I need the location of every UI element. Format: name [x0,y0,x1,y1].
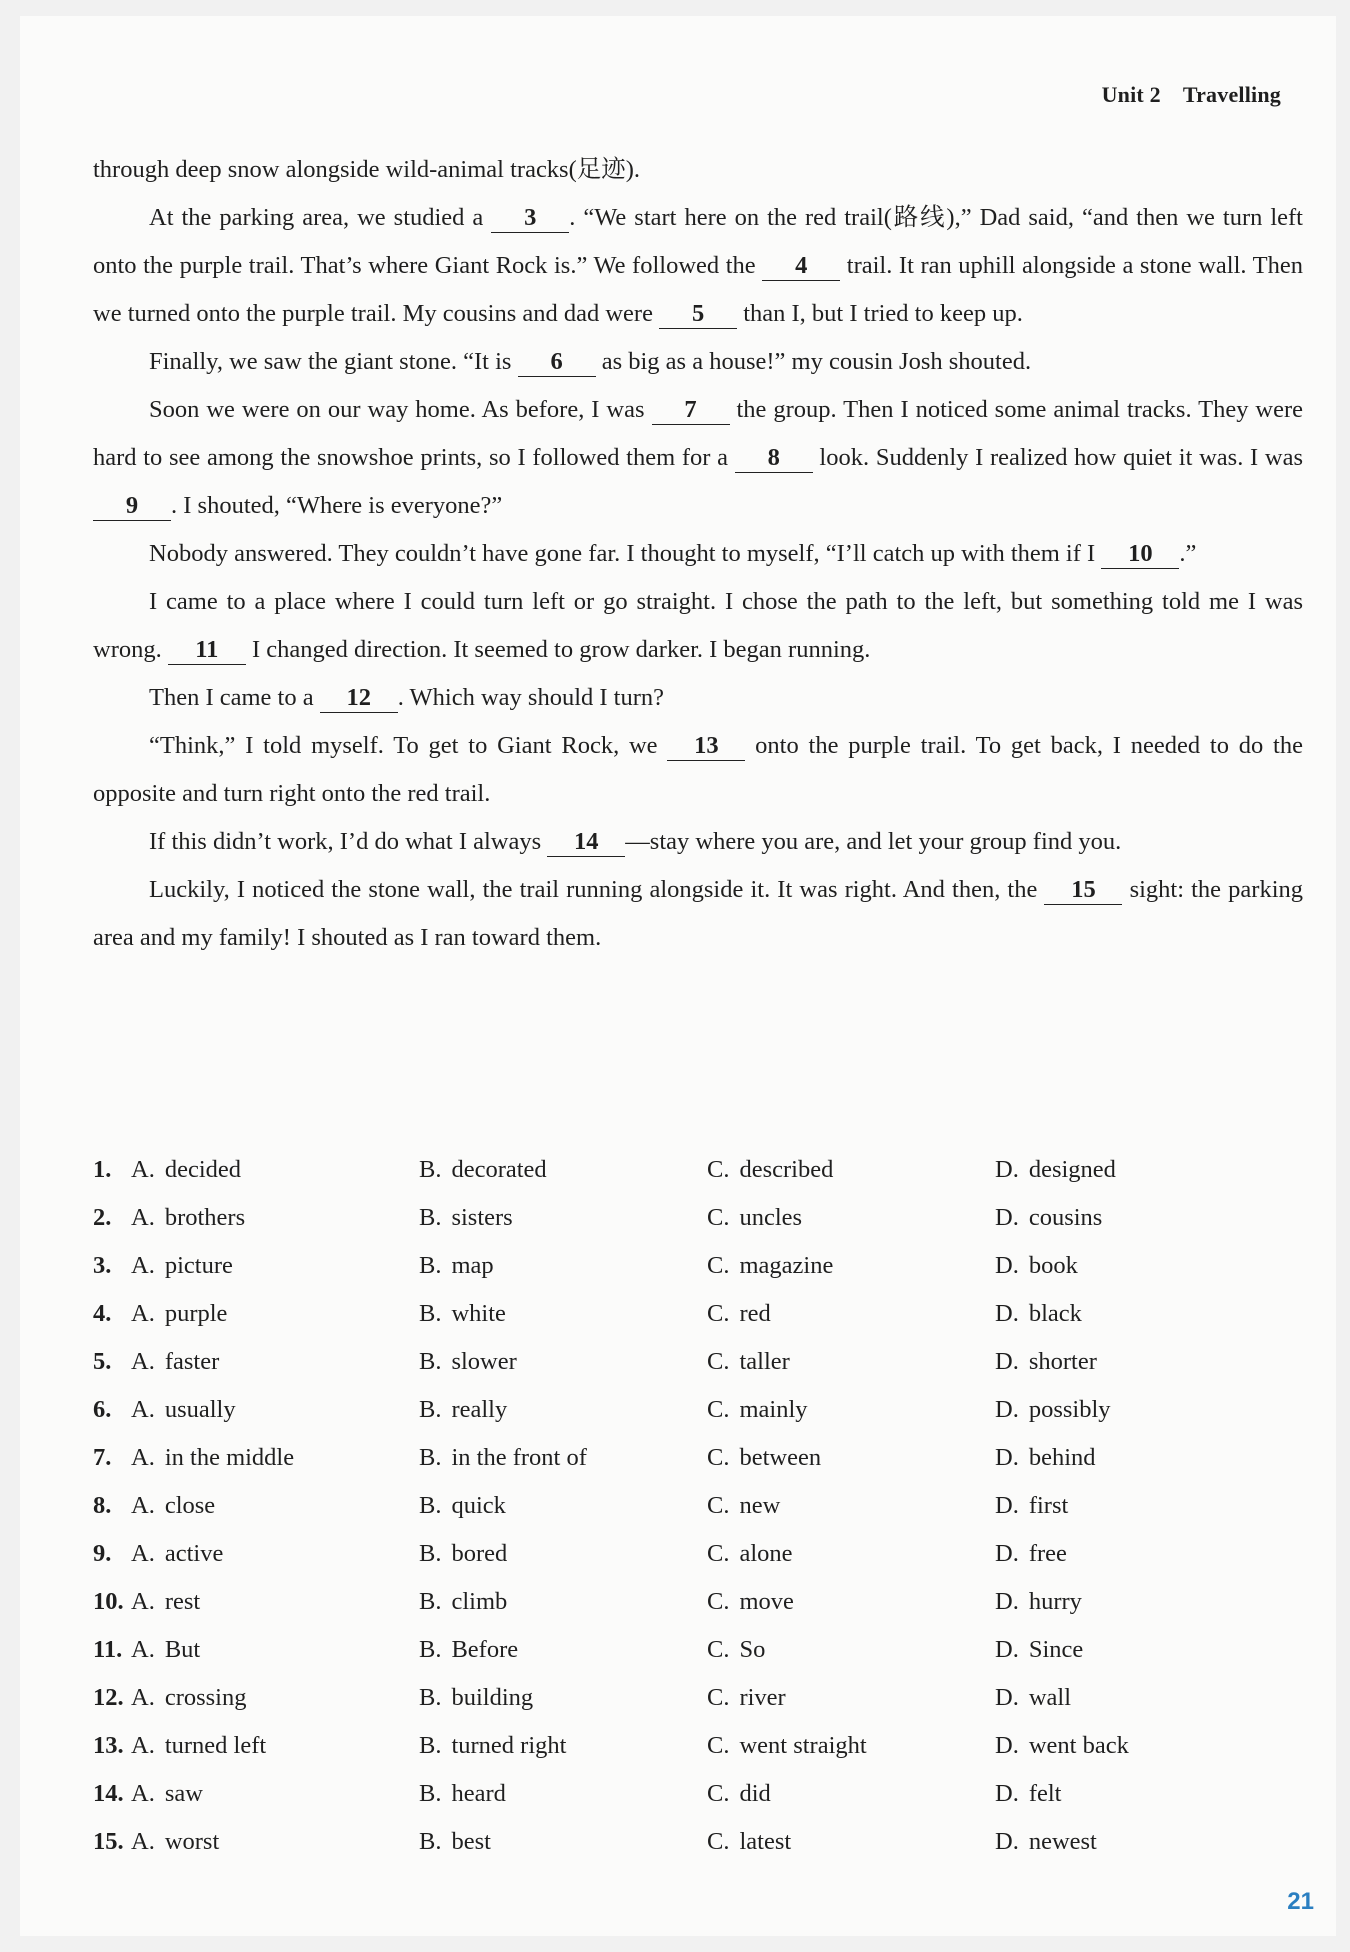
option-d [995,1828,1283,1856]
option-text: close [164,1492,216,1519]
option-c [707,1636,995,1664]
blank-9: 9 [93,492,171,521]
option-a [131,1780,419,1808]
option-text: decorated [451,1156,547,1183]
option-b [419,1156,707,1184]
option-letter: A. [131,1156,155,1183]
option-c [707,1732,995,1760]
question-row [93,1290,1303,1338]
option-a [131,1396,419,1424]
option-letter: D. [995,1732,1019,1759]
option-letter: D. [995,1396,1019,1423]
option-text: usually [164,1396,236,1423]
option-letter: A. [131,1828,155,1855]
passage-text: If this didn’t work, I’d do what I always [149,828,548,855]
option-text: rest [164,1588,201,1615]
option-b [419,1780,707,1808]
option-a [131,1156,419,1184]
passage-text: as big as a house!” my cousin Josh shouted. [595,348,1032,375]
option-letter: A. [131,1636,155,1663]
option-letter: B. [419,1204,442,1231]
option-text: possibly [1028,1396,1111,1423]
passage-text: Luckily, I noticed the stone wall, the trail running alongside it. It was right. And then, the [149,876,1045,903]
answer-options-list [93,1146,1303,1866]
question-number: 15. [93,1828,124,1855]
passage-text: . “We start here on the red trail(路线),” Dad said, “and then we turn left onto the purple trail. That’s where Giant Rock is.” We followed the [93,204,1303,279]
question-number: 4. [93,1300,112,1327]
option-c [707,1300,995,1328]
blank-11: 11 [168,636,246,665]
option-d [995,1636,1283,1664]
option-text: slower [451,1348,517,1375]
option-a [131,1204,419,1232]
option-text: bored [451,1540,508,1567]
option-text: black [1028,1300,1082,1327]
option-c [707,1780,995,1808]
option-text: went back [1028,1732,1129,1759]
option-d [995,1348,1283,1376]
option-letter: D. [995,1348,1019,1375]
question-row [93,1386,1303,1434]
option-text: map [451,1252,494,1279]
question-number: 11. [93,1636,123,1663]
question-row [93,1818,1303,1866]
question-row [93,1338,1303,1386]
option-b [419,1492,707,1520]
option-c [707,1348,995,1376]
question-row [93,1530,1303,1578]
option-b [419,1252,707,1280]
option-a [131,1300,419,1328]
option-letter: A. [131,1492,155,1519]
option-d [995,1252,1283,1280]
option-letter: D. [995,1780,1019,1807]
passage-text: .” [1179,540,1197,567]
option-letter: B. [419,1780,442,1807]
option-d [995,1492,1283,1520]
blank-4: 4 [762,252,840,281]
question-row [93,1242,1303,1290]
option-letter: D. [995,1204,1019,1231]
question-row [93,1722,1303,1770]
passage-text: onto the purple trail. To get back, I needed to do the opposite and turn right onto the red trail. [93,732,1303,807]
option-text: cousins [1028,1204,1103,1231]
option-d [995,1732,1283,1760]
passage-paragraph [93,338,1303,386]
option-text: book [1028,1252,1078,1279]
blank-12: 12 [320,684,398,713]
option-letter: D. [995,1636,1019,1663]
option-a [131,1540,419,1568]
option-d [995,1780,1283,1808]
blank-10: 10 [1101,540,1179,569]
option-b [419,1348,707,1376]
blank-7: 7 [652,396,730,425]
option-d [995,1684,1283,1712]
option-letter: A. [131,1780,155,1807]
option-letter: D. [995,1540,1019,1567]
option-letter: D. [995,1828,1019,1855]
option-letter: C. [707,1636,730,1663]
option-text: sisters [451,1204,513,1231]
option-letter: A. [131,1252,155,1279]
option-a [131,1348,419,1376]
passage-paragraph [93,818,1303,866]
option-text: taller [739,1348,790,1375]
option-text: purple [164,1300,228,1327]
option-letter: C. [707,1492,730,1519]
option-letter: D. [995,1684,1019,1711]
option-text: hurry [1028,1588,1082,1615]
option-a [131,1492,419,1520]
option-d [995,1156,1283,1184]
option-text: But [164,1636,201,1663]
option-letter: C. [707,1444,730,1471]
passage-text: Finally, we saw the giant stone. “It is [149,348,518,375]
option-letter: B. [419,1348,442,1375]
unit-title: Travelling [1182,82,1281,107]
question-row [93,1626,1303,1674]
option-text: So [739,1636,766,1663]
option-letter: D. [995,1252,1019,1279]
option-text: turned right [451,1732,567,1759]
option-letter: C. [707,1156,730,1183]
option-b [419,1732,707,1760]
option-text: designed [1028,1156,1116,1183]
option-letter: B. [419,1300,442,1327]
option-text: heard [451,1780,506,1807]
passage-text: “Think,” I told myself. To get to Giant Rock, we [149,732,668,759]
option-text: alone [739,1540,793,1567]
blank-14: 14 [547,828,625,857]
option-a [131,1636,419,1664]
option-text: latest [739,1828,792,1855]
option-b [419,1300,707,1328]
option-text: first [1028,1492,1069,1519]
cloze-passage [93,146,1303,962]
option-text: worst [164,1828,220,1855]
page-number: 21 [1287,1888,1314,1915]
option-letter: C. [707,1252,730,1279]
option-letter: A. [131,1540,155,1567]
blank-6: 6 [518,348,596,377]
unit-label: Unit 2 [1101,82,1161,107]
option-c [707,1684,995,1712]
option-text: really [451,1396,508,1423]
option-text: decided [164,1156,242,1183]
option-c [707,1444,995,1472]
passage-text: Soon we were on our way home. As before, I was [149,396,652,423]
passage-text: . I shouted, “Where is everyone?” [171,492,503,519]
option-text: Since [1028,1636,1084,1663]
passage-text: Nobody answered. They couldn’t have gone far. I thought to myself, “I’ll catch up with them if I [149,540,1102,567]
option-text: in the middle [164,1444,295,1471]
option-c [707,1540,995,1568]
option-letter: C. [707,1540,730,1567]
option-text: new [739,1492,781,1519]
option-c [707,1252,995,1280]
option-text: crossing [164,1684,247,1711]
option-letter: B. [419,1492,442,1519]
option-a [131,1684,419,1712]
question-number: 12. [93,1684,124,1711]
option-b [419,1540,707,1568]
question-number: 10. [93,1588,124,1615]
option-text: turned left [164,1732,267,1759]
option-letter: B. [419,1684,442,1711]
passage-paragraph [93,194,1303,338]
option-text: white [451,1300,506,1327]
option-text: went straight [739,1732,867,1759]
document-page [20,16,1336,1936]
option-letter: B. [419,1444,442,1471]
option-text: described [739,1156,834,1183]
option-letter: B. [419,1828,442,1855]
question-row [93,1146,1303,1194]
option-text: saw [164,1780,203,1807]
question-row [93,1578,1303,1626]
question-number: 6. [93,1396,112,1423]
option-letter: D. [995,1492,1019,1519]
option-letter: C. [707,1300,730,1327]
option-text: in the front of [451,1444,587,1471]
option-text: did [739,1780,771,1807]
passage-text: sight: the parking area and my family! I shouted as I ran toward them. [93,876,1303,951]
option-text: building [451,1684,534,1711]
question-number: 5. [93,1348,112,1375]
passage-text: At the parking area, we studied a [149,204,492,231]
option-letter: A. [131,1444,155,1471]
question-number: 1. [93,1156,112,1183]
option-letter: D. [995,1300,1019,1327]
option-d [995,1540,1283,1568]
question-number: 8. [93,1492,112,1519]
option-letter: C. [707,1684,730,1711]
option-a [131,1444,419,1472]
blank-5: 5 [659,300,737,329]
option-b [419,1684,707,1712]
option-text: wall [1028,1684,1072,1711]
option-letter: C. [707,1780,730,1807]
passage-text: —stay where you are, and let your group find you. [625,828,1122,855]
option-text: best [451,1828,491,1855]
question-number: 3. [93,1252,112,1279]
option-text: newest [1028,1828,1097,1855]
question-row [93,1194,1303,1242]
passage-text: . Which way should I turn? [397,684,665,711]
option-d [995,1444,1283,1472]
option-c [707,1204,995,1232]
option-b [419,1444,707,1472]
passage-text: Then I came to a [149,684,320,711]
option-text: picture [164,1252,233,1279]
question-number: 2. [93,1204,112,1231]
passage-text: the group. Then I noticed some animal tracks. They were hard to see among the snowshoe prints, so I followed them for a [93,396,1304,471]
passage-paragraph [93,530,1303,578]
option-letter: B. [419,1588,442,1615]
option-text: mainly [739,1396,808,1423]
option-a [131,1252,419,1280]
option-a [131,1828,419,1856]
option-a [131,1732,419,1760]
option-b [419,1396,707,1424]
option-b [419,1588,707,1616]
question-number: 9. [93,1540,112,1567]
option-b [419,1204,707,1232]
option-text: magazine [739,1252,834,1279]
passage-text: trail. It ran uphill alongside a stone wall. Then we turned onto the purple trail. My cousins and dad were [93,252,1303,327]
passage-text: than I, but I tried to keep up. [737,300,1023,327]
option-letter: C. [707,1588,730,1615]
option-text: felt [1028,1780,1062,1807]
passage-paragraph [93,578,1303,674]
passage-text: look. Suddenly I realized how quiet it was. I was [812,444,1303,471]
running-head [1102,82,1281,108]
question-number: 14. [93,1780,124,1807]
option-text: climb [451,1588,508,1615]
option-a [131,1588,419,1616]
option-letter: B. [419,1396,442,1423]
option-letter: C. [707,1732,730,1759]
option-letter: D. [995,1156,1019,1183]
passage-text: I changed direction. It seemed to grow darker. I began running. [245,636,871,663]
passage-paragraph [93,146,1303,194]
option-letter: C. [707,1204,730,1231]
option-text: quick [451,1492,506,1519]
option-text: river [739,1684,786,1711]
question-row [93,1434,1303,1482]
blank-3: 3 [491,204,569,233]
blank-13: 13 [667,732,745,761]
option-text: free [1028,1540,1067,1567]
option-text: move [739,1588,794,1615]
option-letter: A. [131,1588,155,1615]
option-text: shorter [1028,1348,1097,1375]
question-row [93,1482,1303,1530]
question-number: 7. [93,1444,112,1471]
passage-paragraph [93,722,1303,818]
passage-text: through deep snow alongside wild-animal tracks(足迹). [93,156,641,183]
passage-paragraph [93,674,1303,722]
option-c [707,1828,995,1856]
option-b [419,1636,707,1664]
option-text: active [164,1540,224,1567]
passage-text: I came to a place where I could turn left or go straight. I chose the path to the left, but something told me I was wrong. [93,588,1303,663]
option-letter: B. [419,1252,442,1279]
option-c [707,1588,995,1616]
option-c [707,1492,995,1520]
option-letter: A. [131,1204,155,1231]
option-text: brothers [164,1204,246,1231]
option-b [419,1828,707,1856]
blank-8: 8 [735,444,813,473]
option-d [995,1396,1283,1424]
option-c [707,1156,995,1184]
option-letter: B. [419,1732,442,1759]
option-letter: C. [707,1348,730,1375]
option-letter: B. [419,1540,442,1567]
passage-paragraph [93,386,1303,530]
option-letter: A. [131,1732,155,1759]
question-row [93,1770,1303,1818]
blank-15: 15 [1044,876,1122,905]
option-d [995,1300,1283,1328]
option-d [995,1588,1283,1616]
option-letter: D. [995,1444,1019,1471]
option-letter: A. [131,1300,155,1327]
question-row [93,1674,1303,1722]
option-text: red [739,1300,771,1327]
option-letter: B. [419,1156,442,1183]
option-letter: A. [131,1684,155,1711]
option-letter: A. [131,1348,155,1375]
option-c [707,1396,995,1424]
option-text: behind [1028,1444,1096,1471]
passage-paragraph [93,866,1303,962]
option-letter: B. [419,1636,442,1663]
option-letter: C. [707,1396,730,1423]
option-letter: C. [707,1828,730,1855]
option-text: Before [451,1636,519,1663]
option-text: faster [164,1348,220,1375]
option-text: between [739,1444,822,1471]
question-number: 13. [93,1732,124,1759]
option-text: uncles [739,1204,803,1231]
option-letter: D. [995,1588,1019,1615]
option-letter: A. [131,1396,155,1423]
option-d [995,1204,1283,1232]
